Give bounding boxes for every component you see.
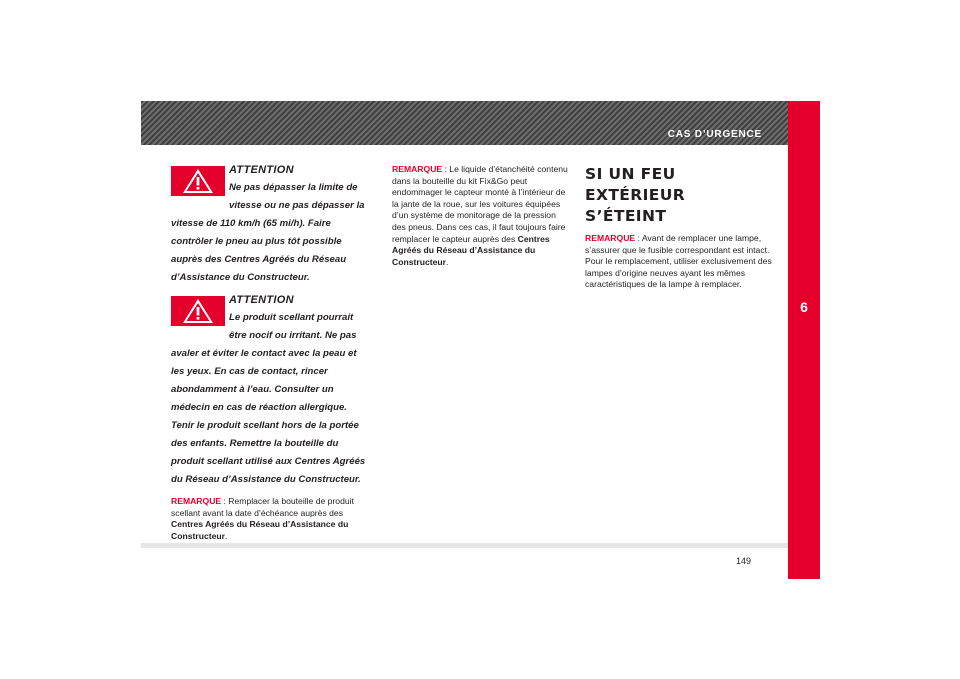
note-text: : Avant de remplacer une lampe, s’assurer que le fusible correspondant est intact. Pour le remplacement, utiliser exclusivement des lampes d’origine neuves ayant les mêmes caractéristiques de la lampe à remplacer. (585, 233, 772, 290)
note-strong-text: Centres Agréés du Réseau d’Assistance du Constructeur (392, 233, 550, 267)
footer-rule (141, 543, 788, 548)
note-label: REMARQUE (171, 496, 222, 506)
middle-column (392, 164, 570, 268)
note-end: . (445, 256, 449, 267)
chapter-side-tab (788, 101, 820, 579)
note-strong-text: Centres Agréés du Réseau d’Assistance du Constructeur (171, 519, 349, 541)
warning-text: Le produit scellant pourrait être nocif ou irritant. Ne pas avaler et éviter le contact avec la peau et les yeux. En cas de contact, rincer abondamment à l’eau. Consulter un médecin en cas de réaction allergique. Tenir le produit scellant hors de la portée des enfants. Remettre la bouteille du produit scellant utilisé aux Centres Agréés du Réseau d’Assistance du Constructeur. (171, 312, 366, 485)
warning-text: Ne pas dépasser la limite de vitesse ou ne pas dépasser la vitesse de 110 km/h (65 mi/h). Faire contrôler le pneu au plus tôt possible auprès des Centres Agréés du Réseau d’Assistance du Constructeur. (171, 182, 365, 283)
note-text: : Le liquide d’étanchéité contenu dans la bouteille du kit Fix&Go peut endommager le capteur monté à l’intérieur de la jante de la roue, sur les voitures équipées d’un système de monitorage de la pression des pneus. Dans ces cas, il faut toujours faire remplacer le capteur auprès des (392, 164, 568, 244)
section-title: SI UN FEU EXTÉRIEUR S’ÉTEINT (585, 165, 686, 225)
warning-title: ATTENTION (229, 294, 294, 306)
page-number: 149 (736, 556, 752, 566)
note-text: : Remplacer la bouteille de produit scellant avant la date d’échéance auprès des (171, 496, 354, 518)
note-end: . (224, 530, 228, 541)
note-label: REMARQUE (585, 233, 636, 243)
warning-block-speed (171, 164, 367, 285)
note-lamp-replacement (585, 233, 775, 291)
right-column (585, 164, 775, 291)
warning-block-sealant (171, 294, 367, 487)
warning-triangle-icon (171, 166, 225, 196)
chapter-title: CAS D’URGENCE (667, 129, 762, 140)
left-column (171, 164, 367, 542)
note-sealant-expiry (171, 496, 367, 542)
chapter-number: 6 (800, 299, 808, 315)
note-sensor-damage (392, 164, 570, 268)
warning-title: ATTENTION (229, 164, 294, 176)
chapter-header-band (141, 101, 788, 145)
warning-triangle-icon (171, 296, 225, 326)
note-label: REMARQUE (392, 164, 443, 174)
